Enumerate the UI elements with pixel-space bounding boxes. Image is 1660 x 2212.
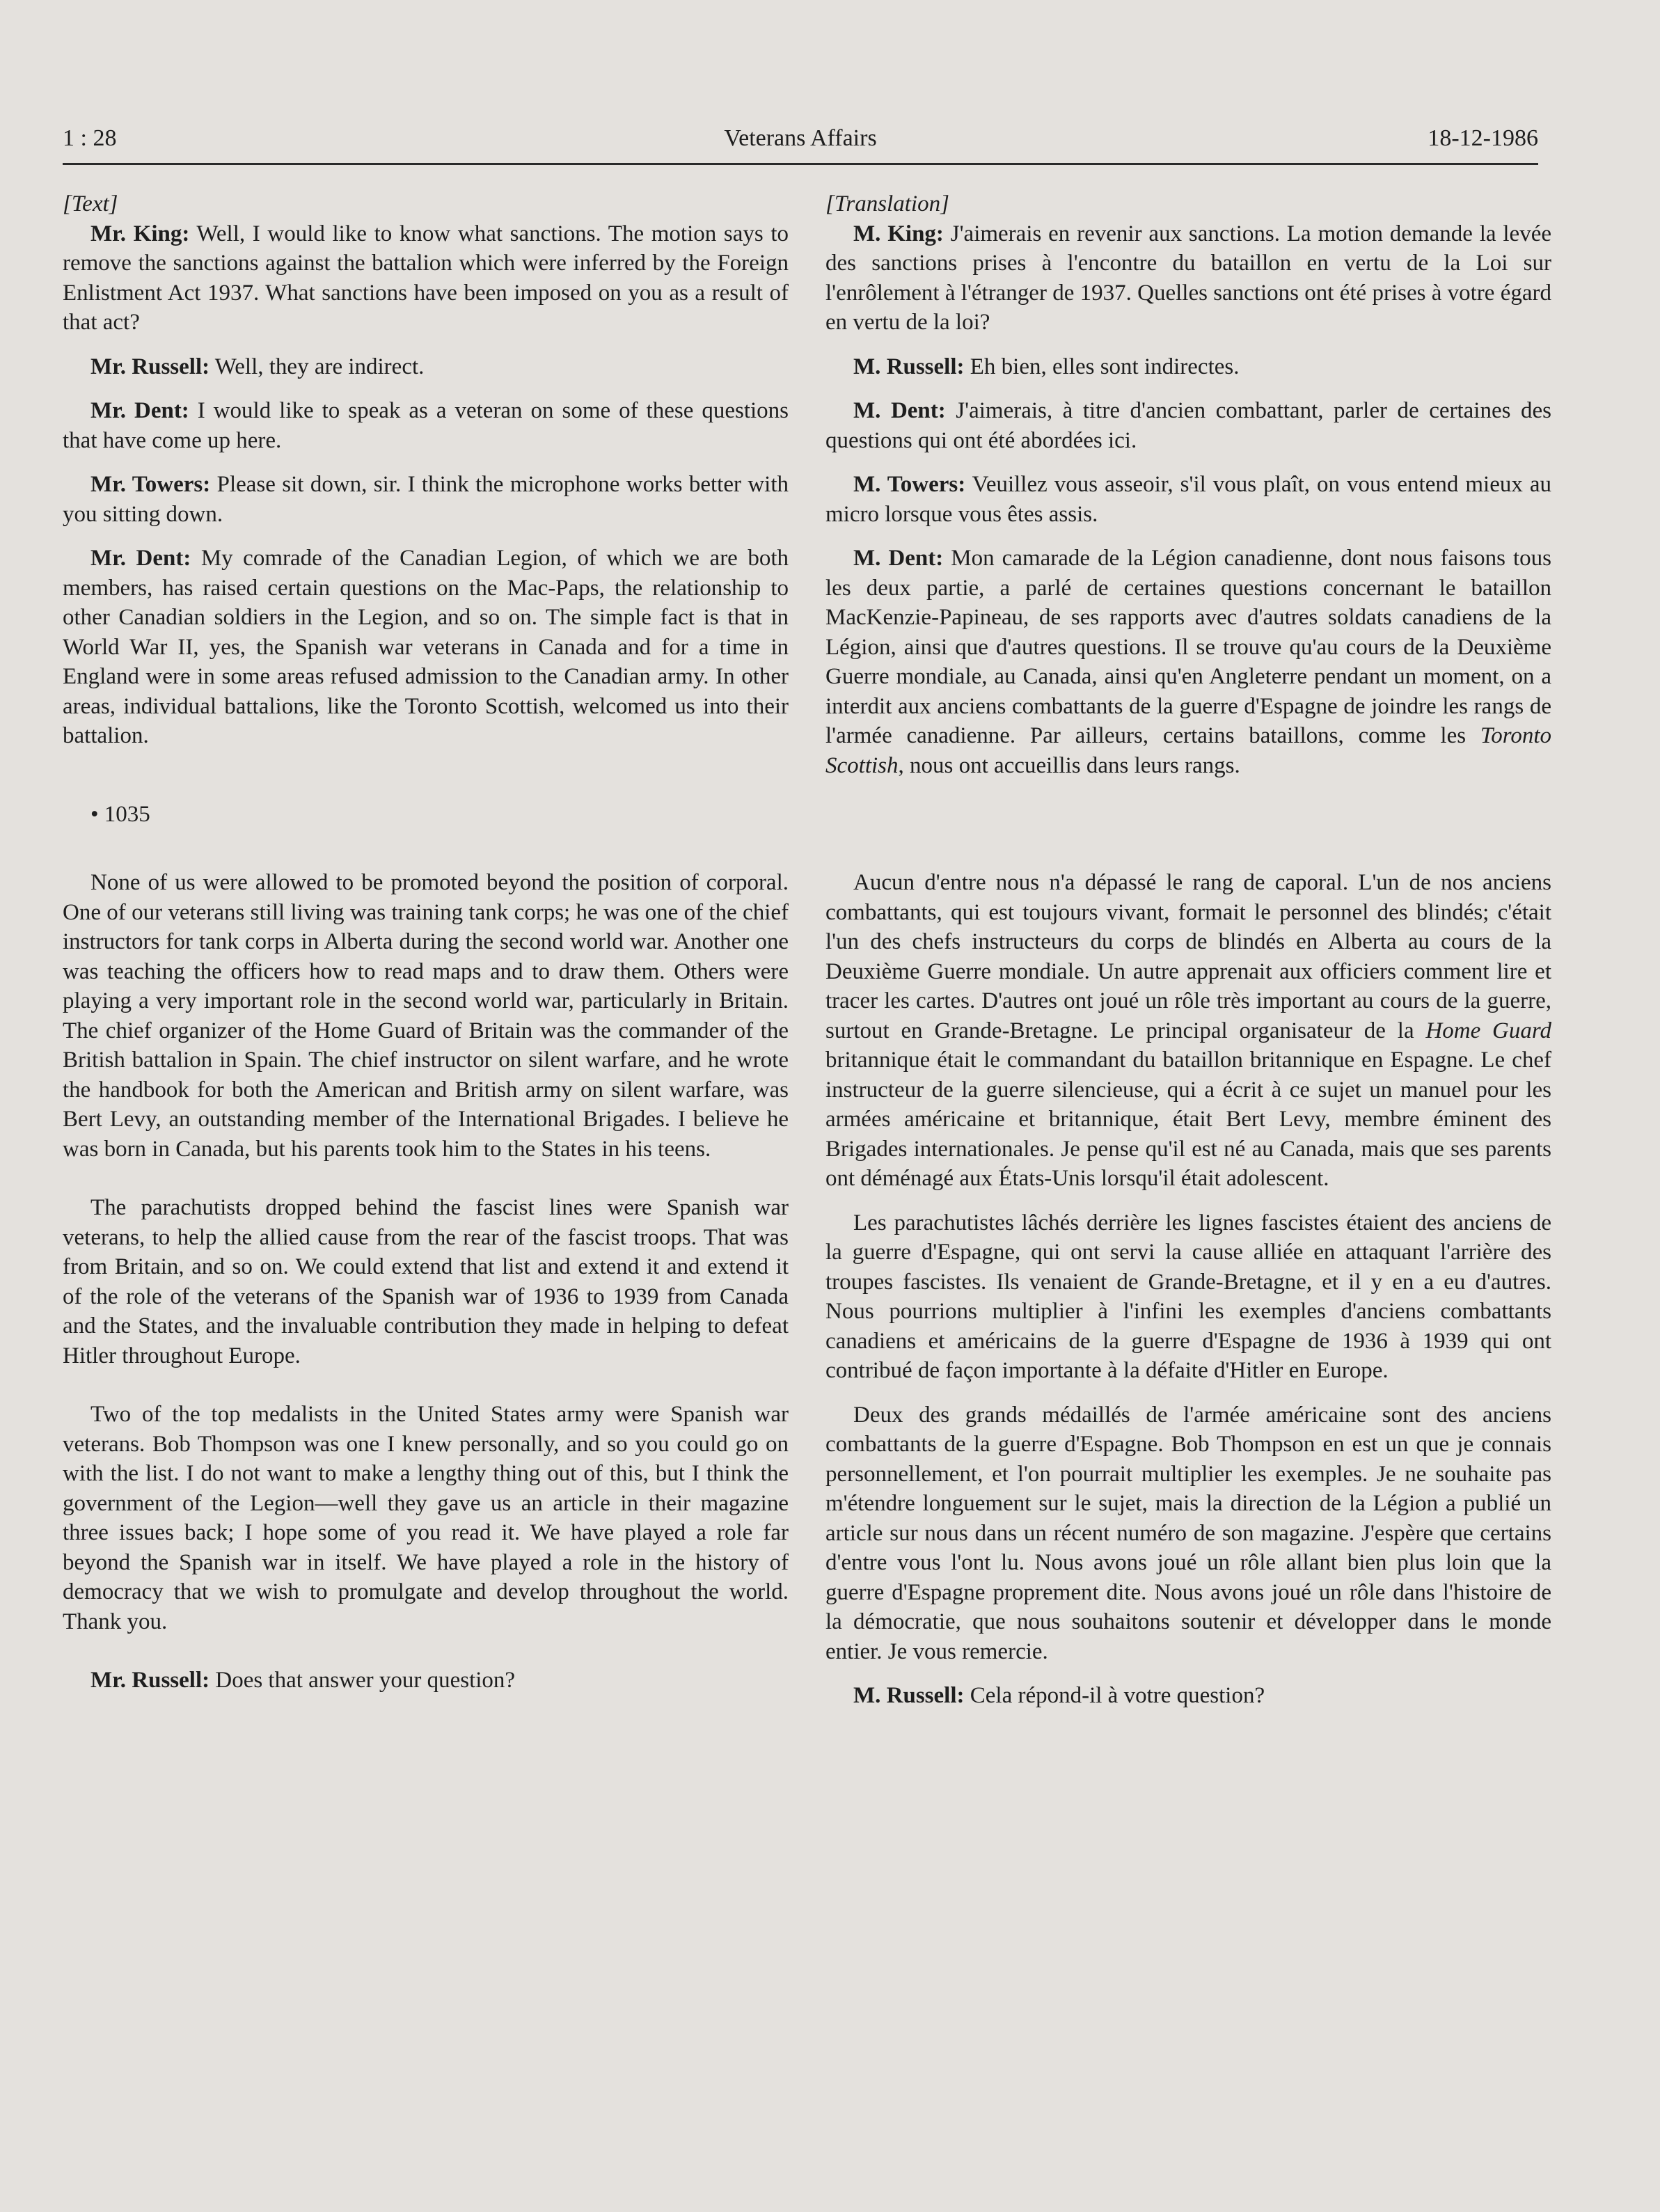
paragraph: Mr. Dent: My comrade of the Canadian Legion, of which we are both members, has raised certain questions on the Mac-Paps, the relationship to other Canadian soldiers in the Legion, and so on. The simple fact is that in World War II, yes, the Spanish war veterans in Canada and for a time in England were in some areas refused admission to the Canadian army. In other areas, individual battalions, like the Toronto Scottish, welcomed us into their battalion. [63, 546, 789, 748]
paragraph: Two of the top medalists in the United States army were Spanish war veterans. Bob Thompson was one I knew personally, and so you could go on with the list. I do not want to make a lengthy thing out of this, but I think the government of the Legion—well they gave us an article in their magazine three issues back; I hope some of you read it. We have played a role far beyond the Spanish war in itself. We have played a role in the history of democracy that we wish to promulgate and develop throughout the world. Thank you. [63, 1402, 789, 1634]
french-column [825, 189, 1551, 1711]
paragraph: Les parachutistes lâchés derrière les lignes fascistes étaient des anciens de la guerre d'Espagne, qui ont servi la cause alliée en attaquant l'arrière des troupes fascistes. Ils venaient de Grande-Bretagne, et il y en a eu d'autres. Nous pourrions multiplier à l'infini les exemples d'anciens combattants canadiens et américains de la guerre d'Espagne de 1936 à 1939 qui ont contribué de façon importante à la défaite d'Hitler en Europe. [825, 1210, 1551, 1383]
paragraph: The parachutists dropped behind the fascist lines were Spanish war veterans, to help the allied cause from the rear of the fascist troops. That was from Britain, and so on. We could extend that list and extend it and extend it of the role of the veterans of the Spanish war of 1936 to 1939 from Canada and the States, and the invaluable contribution they made in helping to defeat Hitler throughout Europe. [63, 1195, 789, 1368]
page-header [63, 124, 1538, 165]
paragraph: None of us were allowed to be promoted beyond the position of corporal. One of our veterans still living was training tank corps; he was one of the chief instructors for tank corps in Alberta during the second world war. Another one was teaching the officers how to read maps and to draw them. Others were playing a very important role in the second world war, particularly in Britain. The chief organizer of the Home Guard of Britain was the commander of the British battalion in Spain. The chief instructor on silent warfare, and he wrote the handbook for both the American and British army on silent warfare, was Bert Levy, an outstanding member of the International Brigades. I believe he was born in Canada, but his parents took him to the States in his teens. [63, 870, 789, 1162]
speaker-name: Mr. King: [90, 221, 190, 246]
paragraph: Mr. Dent: I would like to speak as a veteran on some of these questions that have come up here. [63, 398, 789, 453]
paragraph: Mr. Towers: Please sit down, sir. I think the microphone works better with you sitting down. [63, 472, 789, 527]
paragraph: M. Russell: Cela répond-il à votre question? [853, 1683, 1265, 1708]
english-column [63, 189, 789, 1696]
paragraph: Mr. Russell: Well, they are indirect. [90, 354, 425, 379]
paragraph: M. King: J'aimerais en revenir aux sanctions. La motion demande la levée des sanctions prises à l'encontre du bataillon en vertu de la Loi sur l'enrôlement à l'étranger de 1937. Quelles sanctions ont été prises à votre égard en vertu de la loi? [825, 221, 1551, 335]
header-date: 18-12-1986 [1428, 125, 1538, 151]
column-label: [Text] [63, 191, 118, 216]
speaker-name: Mr. Towers: [90, 472, 211, 497]
paragraph: M. Dent: Mon camarade de la Légion canadienne, dont nous faisons tous les deux partie, a parlé de certaines questions concernant le bataillon MacKenzie-Papineau, de ses rapports avec d'autres soldats canadiens de la Légion, ainsi que d'autres questions. Il se trouve qu'au cours de la Deuxième Guerre mondiale, au Canada, ainsi qu'en Angleterre pendant un moment, on a interdit aux anciens combattants de la guerre d'Espagne de joindre les rangs de l'armée canadienne. Par ailleurs, certains bataillons, comme les Toronto Scottish, nous ont accueillis dans leurs rangs. [825, 546, 1551, 778]
speaker-name: M. Towers: [853, 472, 966, 497]
italic-name: Home Guard [1425, 1018, 1551, 1043]
speaker-name: M. King: [853, 221, 944, 246]
italic-name: Toronto Scottish [825, 723, 1551, 778]
column-label: [Translation] [825, 191, 949, 216]
paragraph: M. Russell: Eh bien, elles sont indirectes. [853, 354, 1240, 379]
speaker-name: Mr. Dent: [90, 546, 191, 571]
time-marker: • 1035 [90, 801, 150, 827]
page-number: 1 : 28 [63, 125, 117, 151]
paragraph: Mr. King: Well, I would like to know what sanctions. The motion says to remove the sanctions against the battalion which were inferred by the Foreign Enlistment Act 1937. What sanctions have been imposed on you as a result of that act? [63, 221, 789, 335]
speaker-name: Mr. Dent: [90, 398, 189, 423]
paragraph: M. Dent: J'aimerais, à titre d'ancien combattant, parler de certaines des questions qui ont été abordées ici. [825, 398, 1551, 453]
speaker-name: M. Russell: [853, 354, 965, 379]
header-title: Veterans Affairs [724, 125, 877, 151]
speaker-name: M. Dent: [853, 398, 946, 423]
paragraph: Mr. Russell: Does that answer your question? [90, 1668, 516, 1693]
paragraph: M. Towers: Veuillez vous asseoir, s'il vous plaît, on vous entend mieux au micro lorsque vous êtes assis. [825, 472, 1551, 527]
paragraph: Deux des grands médaillés de l'armée américaine sont des anciens combattants de la guerre d'Espagne. Bob Thompson en est un que je connais personnellement, et l'on pourrait multiplier les exemples. Je ne souhaite pas m'étendre longuement sur le sujet, mais la direction de la Légion a publié un article sur nous dans un récent numéro de son magazine. J'espère que certains d'entre vous l'ont lu. Nous avons joué un rôle allant bien plus loin que la guerre d'Espagne proprement dite. Nous avons joué un rôle dans l'histoire de la démocratie, que nous souhaitons soutenir et développer dans le monde entier. Je vous remercie. [825, 1402, 1551, 1664]
speaker-name: Mr. Russell: [90, 1668, 210, 1693]
speaker-name: Mr. Russell: [90, 354, 210, 379]
paragraph: Aucun d'entre nous n'a dépassé le rang de caporal. L'un de nos anciens combattants, qui est toujours vivant, formait le personnel des blindés; c'était l'un des chefs instructeurs du corps de blindés en Alberta au cours de la Deuxième Guerre mondiale. Un autre apprenait aux officiers comment lire et tracer les cartes. D'autres ont joué un rôle très important au cours de la guerre, surtout en Grande-Bretagne. Le principal organisateur de la Home Guard britannique était le commandant du bataillon britannique en Espagne. Le chef instructeur de la guerre silencieuse, qui a écrit à ce sujet un manuel pour les armées américaine et britannique, était Bert Levy, membre éminent des Brigades internationales. Je pense qu'il est né au Canada, mais que ses parents ont déménagé aux États-Unis lorsqu'il était adolescent. [825, 870, 1551, 1191]
speaker-name: M. Dent: [853, 546, 944, 571]
speaker-name: M. Russell: [853, 1683, 965, 1708]
